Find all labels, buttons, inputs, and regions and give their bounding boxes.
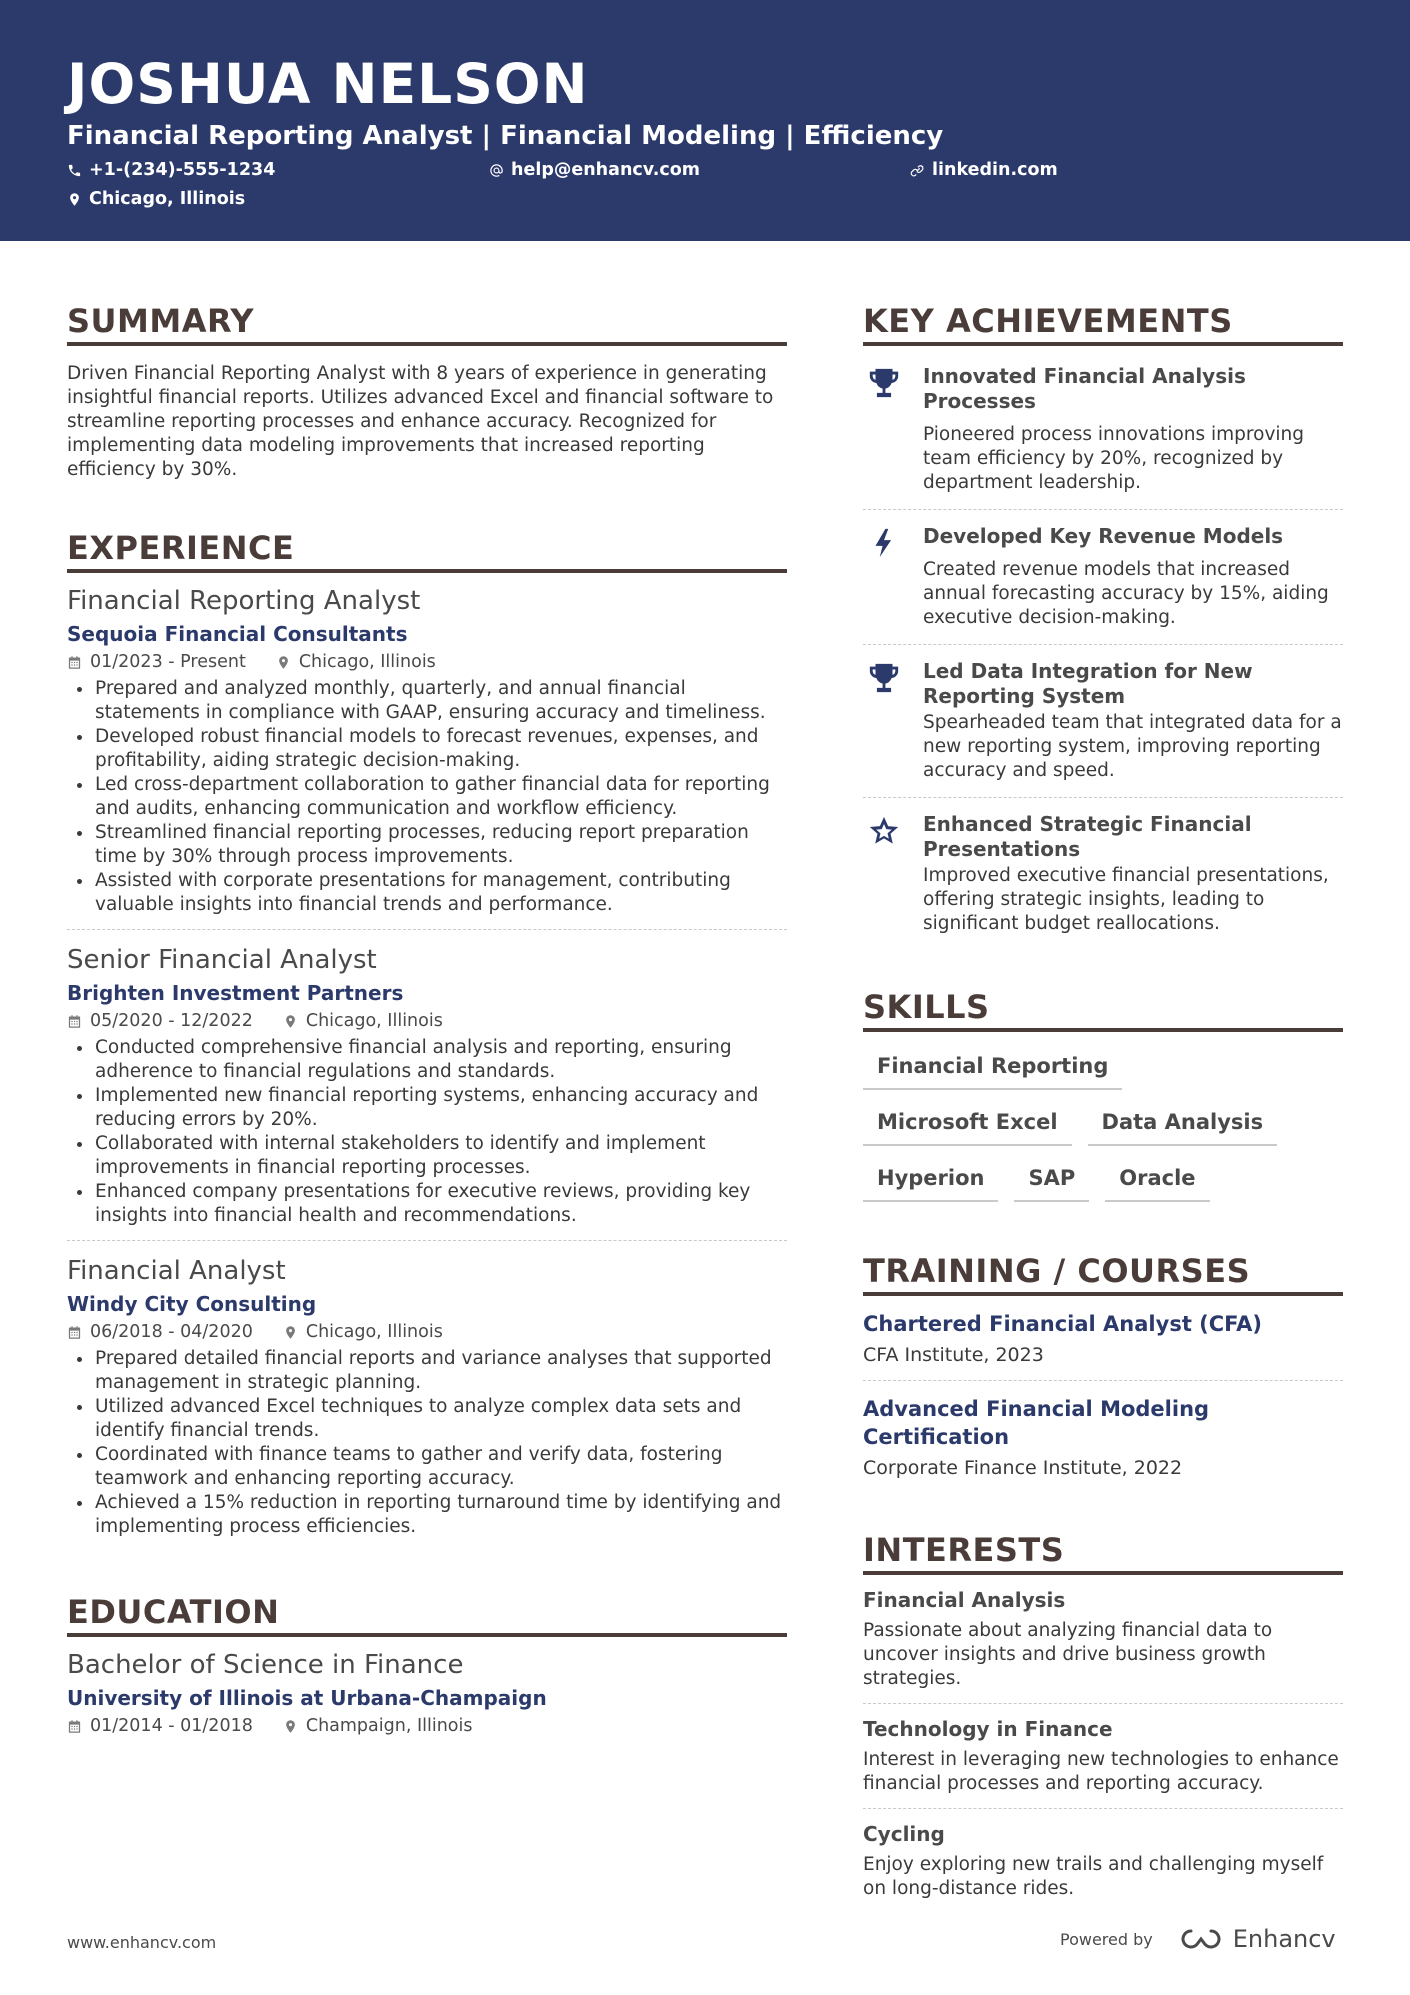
job-entry	[67, 929, 787, 1240]
enhancv-logo[interactable]	[1177, 1925, 1336, 1953]
job-dates	[67, 1320, 253, 1344]
job-entry	[67, 583, 787, 929]
trophy-icon	[867, 366, 901, 400]
job-bullet: Developed robust financial models to forecast revenues, expenses, and profitability, aiding strategic decision-making.	[67, 725, 787, 773]
job-dates	[67, 1009, 253, 1033]
contact-phone	[67, 158, 275, 182]
job-company: Windy City Consulting	[67, 1292, 317, 1316]
job-title: Senior Financial Analyst	[67, 945, 377, 975]
school-name: University of Illinois at Urbana-Champaign	[67, 1686, 547, 1710]
link-icon	[910, 163, 925, 178]
contact-email[interactable]	[489, 158, 700, 182]
skill-tag: Data Analysis	[1088, 1102, 1278, 1146]
job-meta	[67, 1320, 787, 1344]
summary-text: Driven Financial Reporting Analyst with 8 years of experience in generating insightful financial reports. Utilizes advanced Excel and financial software to streamline reporting processes and enhance accuracy. Recognized for implementing data modeling improvements that increased reporting efficiency by 30%.	[67, 363, 774, 480]
achievement-desc: Created revenue models that increased annual forecasting accuracy by 15%, aiding executive decision-making.	[923, 559, 1329, 628]
contact-linkedin[interactable]	[910, 158, 1058, 182]
course-title: Chartered Financial Analyst (CFA)	[863, 1312, 1262, 1336]
phone-icon	[67, 163, 82, 178]
interest-title: Cycling	[863, 1822, 945, 1846]
achievement-item	[863, 350, 1343, 509]
skills-heading: SKILLS	[863, 986, 1343, 1032]
location-pin-icon	[276, 655, 291, 670]
job-dates-text: 01/2023 - Present	[90, 652, 246, 672]
training-heading: TRAINING / COURSES	[863, 1250, 1343, 1296]
achievements-section	[863, 300, 1343, 950]
left-column	[67, 300, 787, 1750]
course-provider: Corporate Finance Institute, 2022	[863, 1457, 1183, 1479]
footer-website[interactable]: www.enhancv.com	[67, 1933, 217, 1952]
candidate-headline: Financial Reporting Analyst | Financial Modeling | Efficiency	[67, 121, 944, 151]
interest-desc: Passionate about analyzing financial data to uncover insights and drive business growth strategies.	[863, 1620, 1273, 1689]
achievement-desc: Spearheaded team that integrated data for a new reporting system, improving reporting accuracy and speed.	[923, 712, 1342, 781]
job-bullet: Utilized advanced Excel techniques to analyze complex data sets and identify financial trends.	[67, 1395, 787, 1443]
location-pin-icon	[283, 1719, 298, 1734]
job-location-text: Chicago, Illinois	[305, 1322, 443, 1342]
education-entry	[67, 1647, 787, 1750]
job-bullet: Streamlined financial reporting processes, reducing report preparation time by 30% through process improvements.	[67, 821, 787, 869]
enhancv-brand-text: Enhancv	[1232, 1925, 1336, 1953]
achievement-item	[863, 509, 1343, 644]
achievement-desc: Improved executive financial presentations, offering strategic insights, leading to significant budget reallocations.	[923, 865, 1329, 934]
education-heading: EDUCATION	[67, 1591, 787, 1637]
job-bullets	[67, 1347, 787, 1539]
job-bullets	[67, 1036, 787, 1228]
course-item	[863, 1296, 1343, 1380]
education-dates	[67, 1714, 253, 1738]
job-bullet: Implemented new financial reporting systems, enhancing accuracy and reducing errors by 20%.	[67, 1084, 787, 1132]
job-meta	[67, 1009, 787, 1033]
skill-tag: SAP	[1014, 1158, 1089, 1202]
education-meta	[67, 1714, 787, 1738]
job-dates-text: 05/2020 - 12/2022	[90, 1011, 253, 1031]
skill-tag: Oracle	[1105, 1158, 1209, 1202]
job-bullets	[67, 677, 787, 917]
course-item	[863, 1380, 1343, 1493]
job-bullet: Coordinated with finance teams to gather and verify data, fostering teamwork and enhancing reporting accuracy.	[67, 1443, 787, 1491]
lightning-icon	[867, 526, 901, 560]
calendar-icon	[67, 655, 82, 670]
job-title: Financial Analyst	[67, 1256, 286, 1286]
degree-title: Bachelor of Science in Finance	[67, 1650, 464, 1680]
job-bullet: Prepared detailed financial reports and variance analyses that supported management in strategic planning.	[67, 1347, 787, 1395]
job-bullet: Collaborated with internal stakeholders to identify and implement improvements in financial reporting processes.	[67, 1132, 787, 1180]
interest-item	[863, 1703, 1343, 1808]
job-location	[276, 650, 436, 674]
job-location	[283, 1320, 443, 1344]
job-bullet: Prepared and analyzed monthly, quarterly, and annual financial statements in compliance with GAAP, ensuring accuracy and timeliness.	[67, 677, 787, 725]
education-location-text: Champaign, Illinois	[305, 1716, 473, 1736]
education-section	[67, 1591, 787, 1750]
achievement-title: Led Data Integration for New Reporting System	[923, 659, 1253, 708]
job-location	[283, 1009, 443, 1033]
achievement-desc: Pioneered process innovations improving team efficiency by 20%, recognized by department leadership.	[923, 424, 1305, 493]
course-title: Advanced Financial Modeling Certification	[863, 1397, 1210, 1449]
job-meta	[67, 650, 787, 674]
achievement-title: Enhanced Strategic Financial Presentations	[923, 812, 1252, 861]
job-entry	[67, 1240, 787, 1551]
at-icon	[489, 163, 504, 178]
interests-heading: INTERESTS	[863, 1529, 1343, 1575]
skill-tag: Microsoft Excel	[863, 1102, 1072, 1146]
interest-desc: Interest in leveraging new technologies to enhance financial processes and reporting accuracy.	[863, 1749, 1339, 1794]
right-column	[863, 300, 1343, 1913]
job-bullet: Enhanced company presentations for executive reviews, providing key insights into financial health and recommendations.	[67, 1180, 787, 1228]
location-text: Chicago, Illinois	[89, 189, 246, 209]
job-bullet: Achieved a 15% reduction in reporting turnaround time by identifying and implementing process efficiencies.	[67, 1491, 787, 1539]
calendar-icon	[67, 1719, 82, 1734]
enhancv-logo-icon	[1177, 1925, 1225, 1953]
interest-item	[863, 1575, 1343, 1703]
education-location	[283, 1714, 473, 1738]
summary-heading: SUMMARY	[67, 300, 787, 346]
job-company: Sequoia Financial Consultants	[67, 622, 408, 646]
linkedin-text: linkedin.com	[932, 160, 1058, 180]
achievement-item	[863, 644, 1343, 797]
phone-text: +1-(234)-555-1234	[89, 160, 276, 180]
calendar-icon	[67, 1325, 82, 1340]
achievement-item	[863, 797, 1343, 950]
skill-tag: Financial Reporting	[863, 1046, 1122, 1090]
job-dates-text: 06/2018 - 04/2020	[90, 1322, 253, 1342]
achievements-heading: KEY ACHIEVEMENTS	[863, 300, 1343, 346]
job-bullet: Led cross-department collaboration to gather financial data for reporting and audits, enhancing communication and workflow efficiency.	[67, 773, 787, 821]
achievement-title: Innovated Financial Analysis Processes	[923, 364, 1246, 413]
trophy-icon	[867, 661, 901, 695]
candidate-name: JOSHUA NELSON	[67, 52, 589, 116]
experience-heading: EXPERIENCE	[67, 527, 787, 573]
resume-header	[0, 0, 1410, 241]
interest-desc: Enjoy exploring new trails and challenging myself on long-distance rides.	[863, 1854, 1324, 1899]
course-provider: CFA Institute, 2023	[863, 1344, 1044, 1366]
location-pin-icon	[67, 192, 82, 207]
job-company: Brighten Investment Partners	[67, 981, 404, 1005]
education-dates-text: 01/2014 - 01/2018	[90, 1716, 253, 1736]
star-icon	[867, 814, 901, 848]
powered-by-text: Powered by	[1060, 1929, 1153, 1949]
skills-list	[863, 1046, 1343, 1214]
calendar-icon	[67, 1014, 82, 1029]
job-title: Financial Reporting Analyst	[67, 586, 421, 616]
skills-section	[863, 986, 1343, 1214]
training-section	[863, 1250, 1343, 1493]
job-bullet: Assisted with corporate presentations for management, contributing valuable insights into financial trends and performance.	[67, 869, 787, 917]
location-pin-icon	[283, 1325, 298, 1340]
job-location-text: Chicago, Illinois	[298, 652, 436, 672]
interest-title: Financial Analysis	[863, 1588, 1066, 1612]
job-location-text: Chicago, Illinois	[305, 1011, 443, 1031]
location-pin-icon	[283, 1014, 298, 1029]
job-bullet: Conducted comprehensive financial analysis and reporting, ensuring adherence to financial regulations and standards.	[67, 1036, 787, 1084]
skill-tag: Hyperion	[863, 1158, 998, 1202]
interest-title: Technology in Finance	[863, 1717, 1113, 1741]
achievement-title: Developed Key Revenue Models	[923, 524, 1284, 548]
footer-branding	[1060, 1925, 1336, 1953]
summary-section	[67, 300, 787, 482]
email-text: help@enhancv.com	[511, 160, 701, 180]
contact-location	[67, 187, 245, 211]
experience-section	[67, 527, 787, 1551]
interest-item	[863, 1808, 1343, 1913]
job-dates	[67, 650, 246, 674]
interests-section	[863, 1529, 1343, 1913]
